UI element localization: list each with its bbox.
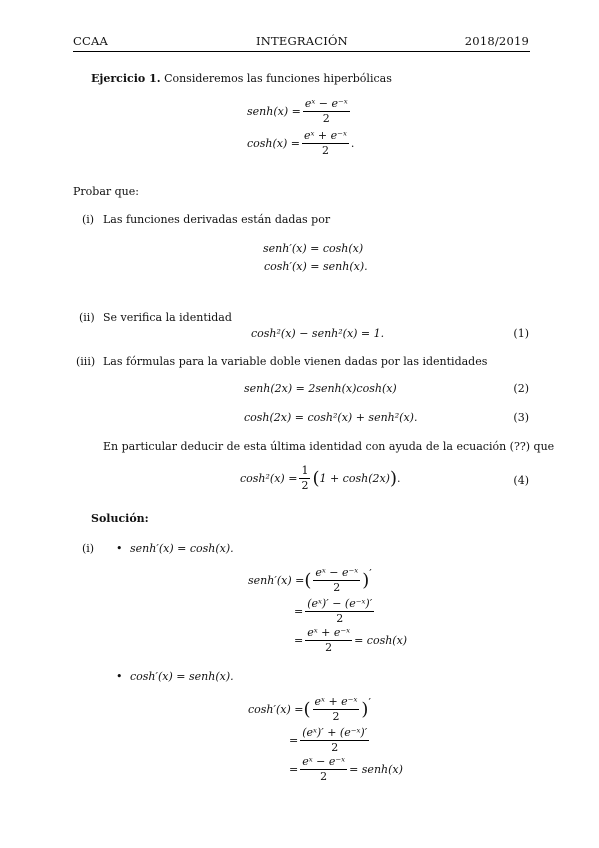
item-ii-eq: cosh²(x) − senh²(x) = 1. [251,327,385,340]
bullet-2-dot: • [116,670,123,683]
b2-l3-eq: = [289,763,299,776]
b1-l1-fraction [313,567,360,594]
item-i-marker: (i) [82,213,95,226]
b2-l3-den: 2 [320,770,328,783]
b1-prime: ′ [369,567,372,580]
b1-line2 [294,598,376,625]
item-iii-deduce: En particular deducir de esta última identidad con ayuda de la ecuación (??) que [103,440,555,453]
b1-l2-eq: = [294,605,304,618]
b1-line1 [248,567,372,594]
eq4-body: 1 + cosh(2x) [319,472,390,485]
def-cosh-fraction [302,130,349,157]
item-iii-eq4 [240,465,401,492]
b2-l2-den: 2 [331,741,339,754]
b2-line3 [289,756,403,783]
bullet-2-head: cosh′(x) = senh(x). [130,670,234,683]
b2-line2 [289,727,371,754]
item-ii-marker: (ii) [79,311,95,324]
solution-title: Solución: [91,512,149,525]
prove-text: Probar que: [73,185,139,198]
b1-l3-den: 2 [325,641,333,654]
b2-l2-eq: = [289,734,299,747]
b1-l3-tail: = cosh(x) [354,634,408,647]
b1-open-paren: ( [304,569,312,591]
header-center: INTEGRACIÓN [256,34,348,48]
exercise-intro [91,72,392,85]
def-senh [247,98,352,125]
b2-l3-tail: = senh(x) [349,763,403,776]
eq4-open-paren: ( [312,467,320,489]
item-iii-marker: (iii) [76,355,96,368]
b1-l3-fraction [305,627,352,654]
def-cosh-num: eˣ + e⁻ˣ [304,129,347,142]
b1-l1-num: eˣ − e⁻ˣ [315,566,359,579]
def-senh-fraction [303,98,350,125]
item-iii-eq3: cosh(2x) = cosh²(x) + senh²(x). [244,411,418,424]
eq4-lhs: cosh²(x) = [240,472,298,485]
eq4-fraction-num: 1 [301,464,309,477]
b1-l2-num: (eˣ)′ − (e⁻ˣ)′ [307,597,373,610]
item-iii-text: Las fórmulas para la variable doble vienen dadas por las identidades [103,355,488,368]
b2-l3-fraction [300,756,347,783]
b1-l2-den: 2 [336,612,344,625]
item-i-eq1: senh′(x) = cosh(x) [263,242,364,255]
b1-close-paren: ) [362,569,370,591]
eq4-close-paren: ) [389,467,398,489]
b1-l3-eq: = [294,634,304,647]
bullet-1-head: senh′(x) = cosh(x). [130,542,234,555]
b1-l3-num: eˣ + e⁻ˣ [307,626,351,639]
item-iii-eq2-number: (2) [513,382,529,395]
b1-lhs: senh′(x) = [248,574,305,587]
def-senh-lhs: senh(x) = [247,105,301,118]
b1-line3 [294,627,407,654]
item-iii-eq4-number: (4) [513,474,529,487]
eq4-fraction-den: 2 [301,479,309,492]
item-ii-text: Se verifica la identidad [103,311,232,324]
solution-bullet-2 [116,670,234,683]
b2-l1-fraction [313,696,360,723]
item-ii-eq-number: (1) [513,327,529,340]
eq4-tail: . [397,472,401,485]
b2-lhs: cosh′(x) = [248,703,304,716]
def-senh-den: 2 [322,112,330,125]
def-cosh [247,130,354,157]
b2-l3-num: eˣ − e⁻ˣ [302,755,346,768]
def-cosh-den: 2 [321,144,329,157]
exercise-intro-text: Consideremos las funciones hiperbólicas [164,72,392,85]
item-iii-eq2: senh(2x) = 2senh(x)cosh(x) [244,382,397,395]
solution-bullet-1 [116,542,234,555]
b2-close-paren: ) [361,698,369,720]
b2-l1-den: 2 [332,710,340,723]
b1-l2-fraction [305,598,374,625]
b2-line1 [248,696,371,723]
item-i-eq2: cosh′(x) = senh(x). [264,260,368,273]
b2-open-paren: ( [303,698,311,720]
header-right: 2018/2019 [464,34,529,48]
bullet-1-dot: • [116,542,123,555]
b1-l1-den: 2 [333,581,341,594]
item-i-text: Las funciones derivadas están dadas por [103,213,331,226]
header-left: CCAA [73,34,109,48]
solution-marker: (i) [82,542,95,555]
item-iii-eq3-number: (3) [513,411,529,424]
def-cosh-lhs: cosh(x) = [247,137,301,150]
b2-l1-num: eˣ + e⁻ˣ [314,695,358,708]
def-cosh-tail: . [350,137,355,150]
b2-prime: ′ [368,696,371,709]
header-rule [73,51,530,52]
exercise-label: Ejercicio 1. [91,72,161,85]
b2-l2-fraction [300,727,369,754]
def-senh-num: eˣ − e⁻ˣ [304,97,348,110]
b2-l2-num: (eˣ)′ + (e⁻ˣ)′ [302,726,368,739]
eq4-fraction [299,465,310,492]
